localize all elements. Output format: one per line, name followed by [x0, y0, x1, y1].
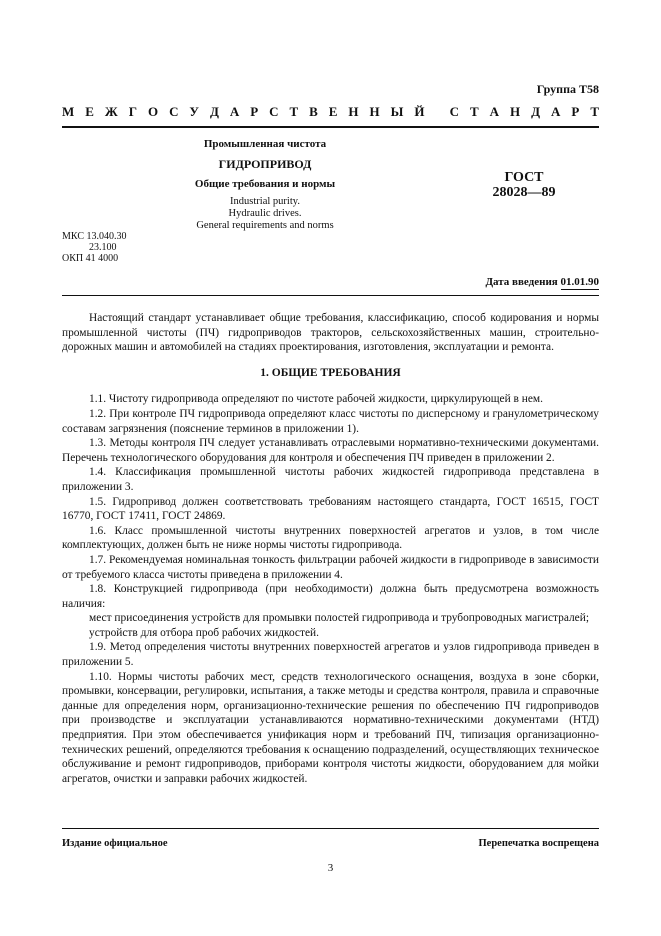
- clause-paragraph: 1.9. Метод определения чистоты внутренних поверхностей агрегатов и узлов гидропривода приведен в приложении 5.: [62, 641, 599, 669]
- reprint-prohibited: Перепечатка воспрещена: [478, 838, 599, 849]
- clause-paragraph: устройств для отбора проб рабочих жидкостей.: [89, 626, 319, 639]
- banner-letter: А: [489, 104, 500, 119]
- banner-letter: С: [269, 104, 279, 119]
- banner-letter: Т: [590, 104, 599, 119]
- banner-letter: Р: [571, 104, 580, 119]
- edition-official: Издание официальное: [62, 838, 168, 849]
- banner-letter: О: [147, 104, 159, 119]
- banner-letter: С: [169, 104, 179, 119]
- clause-paragraph: 1.2. При контроле ПЧ гидропривода определяют класс чистоты по дисперсному и гранулометрическому составам загрязнения (пояснение терминов в приложении 1).: [62, 407, 599, 435]
- clause-paragraph: 1.10. Нормы чистоты рабочих мест, средств технологического оснащения, воздуха в зоне сборки, промывки, консервации, регулировки, испытания, а также методы и средства контроля, правила и справочные данные для определения норм, организационно-технические решения по обеспечению ПЧ гидроприводов при производстве и эксплуатации устанавливаются нормативно-техническими документами (НТД) предприятия. При этом обеспечивается унификация норм и требований ПЧ, типизация организационно-технических решений, определяются требования к оснащению подразделений, осуществляющих техническое обслуживание и ремонт гидроприводов, приборами контроля чистоты жидкости, оборудованием для мойки агрегатов, очистки и заправки рабочих жидкостей.: [62, 670, 599, 785]
- footer-rule: [62, 828, 599, 829]
- gost-label: ГОСТ: [504, 170, 544, 185]
- section-paragraphs: [62, 392, 599, 786]
- effective-date-label: Дата введения: [485, 276, 558, 288]
- title-line-3: Общие требования и нормы: [194, 178, 336, 190]
- classification-codes: [62, 231, 126, 264]
- document-title-block: [165, 136, 365, 232]
- banner-letter: А: [551, 104, 561, 119]
- group-code: Группа Т58: [536, 82, 599, 96]
- banner-letter: Г: [128, 104, 137, 119]
- effective-date-value: 01.01.90: [560, 276, 599, 288]
- banner-letter: Ж: [104, 104, 118, 119]
- banner-letter: Н: [510, 104, 521, 119]
- header-rule: [62, 126, 599, 128]
- banner-letter: Н: [369, 104, 380, 119]
- banner-letter: Ы: [390, 104, 404, 119]
- title-en-3: General requirements and norms: [196, 220, 334, 231]
- clause-paragraph: 1.6. Класс промышленной чистоты внутренних поверхностей агрегатов и узлов, в том числе комплектующих, должен быть не ниже нормы чистоты гидропривода.: [62, 524, 599, 552]
- title-en-2: Hydraulic drives.: [228, 208, 302, 219]
- clause-paragraph: 1.5. Гидропривод должен соответствовать требованиям настоящего стандарта, ГОСТ 16515, ГОСТ 16770, ГОСТ 17411, ГОСТ 24869.: [62, 495, 599, 523]
- page-number: 3: [327, 862, 334, 874]
- mks-code: МКС 13.040.30: [62, 231, 127, 242]
- title-line-1: Промышленная чистота: [203, 138, 327, 150]
- okp-code: ОКП 41 4000: [62, 253, 119, 264]
- banner-letter: Н: [348, 104, 359, 119]
- banner-letter: Е: [328, 104, 338, 119]
- banner-letter: М: [62, 104, 75, 119]
- banner-gap: [435, 104, 438, 120]
- clause-paragraph: 1.4. Классификация промышленной чистоты рабочих жидкостей гидропривода представлена в приложении 3.: [62, 466, 599, 493]
- title-en-1: Industrial purity.: [230, 196, 300, 207]
- banner-letter: С: [449, 104, 460, 119]
- banner-letter: Т: [289, 104, 299, 119]
- banner-letter: Р: [250, 104, 259, 119]
- banner-letter: В: [309, 104, 318, 119]
- banner-letter: Й: [414, 104, 425, 119]
- date-rule: [62, 295, 599, 296]
- banner-letter: Е: [85, 104, 94, 119]
- banner-letter: Д: [531, 104, 541, 119]
- banner-letter: Т: [470, 104, 479, 119]
- interstate-standard-banner: [62, 104, 599, 120]
- banner-letter: А: [229, 104, 240, 119]
- clause-paragraph: 1.3. Методы контроля ПЧ следует устанавливать отраслевыми нормативно-техническими документами. Перечень технологического оборудования для контроля и обеспечения ПЧ приведен в приложении 2.: [62, 437, 599, 464]
- gost-designation: [488, 170, 560, 200]
- clause-paragraph: 1.1. Чистоту гидропривода определяют по чистоте рабочей жидкости, циркулирующей в нем.: [89, 393, 543, 406]
- gost-number: 28028—89: [492, 185, 556, 200]
- banner-letter: У: [189, 104, 199, 119]
- clause-paragraph: мест присоединения устройств для промывки полостей гидропривода и трубопроводных магистралей;: [89, 612, 590, 625]
- document-body: [62, 311, 599, 786]
- banner-letter: Д: [209, 104, 219, 119]
- effective-date: [485, 276, 599, 290]
- title-line-2: ГИДРОПРИВОД: [218, 157, 312, 171]
- section-title: 1. ОБЩИЕ ТРЕБОВАНИЯ: [260, 366, 401, 379]
- mks-code-2: 23.100: [89, 242, 117, 253]
- clause-paragraph: 1.7. Рекомендуемая номинальная тонкость фильтрации рабочей жидкости в гидроприводе в зависимости от требуемого класса чистоты приведена в приложении 4.: [62, 553, 599, 581]
- clause-paragraph: 1.8. Конструкцией гидропривода (при необходимости) должна быть предусмотрена возможность наличия:: [62, 583, 599, 610]
- intro-paragraph: Настоящий стандарт устанавливает общие требования, классификацию, способ кодирования и нормы промышленной чистоты (ПЧ) гидроприводов тракторов, сельскохозяйственных машин, строительно-дорожных машин и автомобилей на стадиях проектирования, изготовления, эксплуатации и ремонта.: [62, 312, 599, 354]
